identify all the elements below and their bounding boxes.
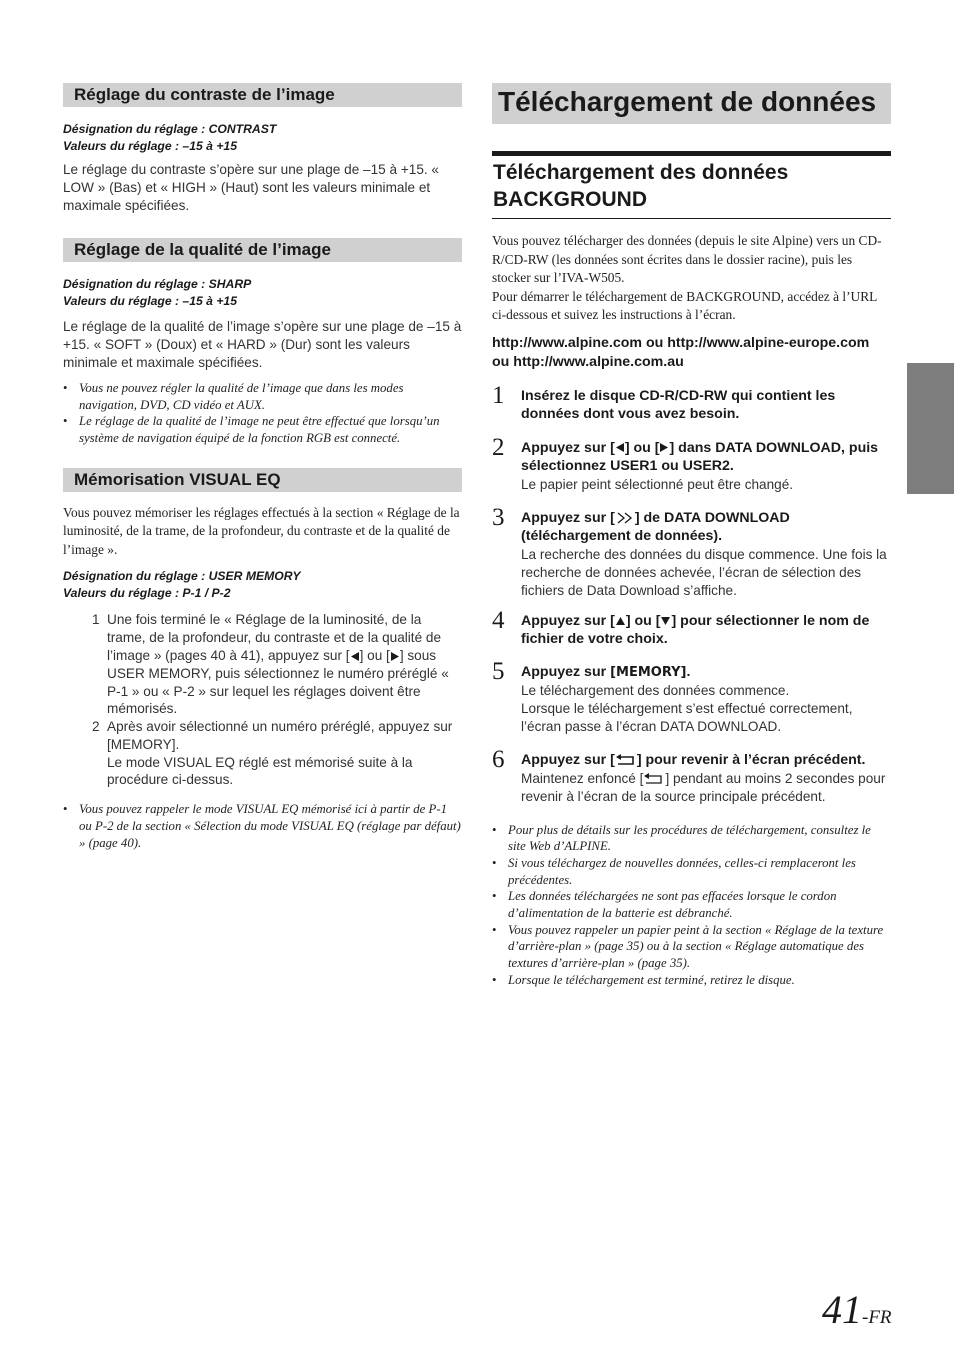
contrast-heading: Réglage du contraste de l’image xyxy=(63,83,462,107)
note-item: • Vous pouvez rappeler un papier peint à la section « Réglage de la texture d’arrière-plan » (page 35) ou à la section « Réglage automatique des textures d’arrière-plan » (page 35). xyxy=(492,922,884,971)
contrast-setting-values: Valeurs du réglage : –15 à +15 xyxy=(63,139,237,153)
memory-intro: Vous pouvez mémoriser les réglages effectués à la section « Réglage de la luminosité, de la trame, de la profondeur, du contraste et de la qualité de l’image ». xyxy=(63,504,460,557)
step-6: 6 Appuyez sur [ ] pour revenir à l’écran précédent. Maintenez enfoncé [ ] pendant au moins 2 secondes pour revenir à l’écran de la source principale précédent. xyxy=(492,746,886,804)
triangle-right-icon xyxy=(659,442,669,453)
return-icon xyxy=(615,754,637,766)
quality-body: Le réglage de la qualité de l’image s’opère sur une plage de –15 à +15. « SOFT » (Doux) et « HARD » (Dur) sont les valeurs minimale et maximale spécifiées. xyxy=(63,319,462,370)
triangle-right-icon xyxy=(390,651,400,662)
step-2: 2 Appuyez sur [ ] ou [ ] dans DATA DOWNLOAD, puis sélectionnez USER1 ou USER2. Le papier peint sélectionné peut être changé. xyxy=(492,433,879,492)
step-5: 5 Appuyez sur [MEMORY]. Le téléchargement des données commence. Lorsque le téléchargement s’est effectué correctement, l’écran passe à l’écran DATA DOWNLOAD. xyxy=(492,657,853,734)
step-1: 1 Insérez le disque CD-R/CD-RW qui contient les données dont vous avez besoin. xyxy=(492,381,836,422)
contrast-setting-name: Désignation du réglage : CONTRAST xyxy=(63,122,277,136)
triangle-left-icon xyxy=(350,651,360,662)
triangle-left-icon xyxy=(615,442,625,453)
note-item: • Pour plus de détails sur les procédures de téléchargement, consultez le site Web d’ALPINE. xyxy=(492,822,871,854)
page-title: Téléchargement de données xyxy=(492,83,891,124)
memory-heading: Mémorisation VISUAL EQ xyxy=(63,468,462,492)
note-item: • Lorsque le téléchargement est terminé, retirez le disque. xyxy=(492,972,795,987)
intro-paragraph-2: Pour démarrer le téléchargement de BACKGROUND, accédez à l’URL ci-dessous et suivez les instructions à l’écran. xyxy=(492,288,877,322)
url-line-2: ou http://www.alpine.com.au xyxy=(492,353,684,370)
fast-forward-icon xyxy=(615,512,635,524)
memory-setting-values: Valeurs du réglage : P-1 / P-2 xyxy=(63,586,231,601)
memory-steps xyxy=(63,611,462,789)
right-column xyxy=(492,83,891,989)
note-item: • Si vous téléchargez de nouvelles données, celles-ci remplaceront les précédentes. xyxy=(492,855,856,887)
note-item: • Les données téléchargées ne sont pas effacées lorsque le cordon d’alimentation de la batterie est débranché. xyxy=(492,889,837,921)
left-column xyxy=(63,83,462,851)
return-icon xyxy=(643,773,665,785)
memory-notes xyxy=(63,801,462,851)
memory-setting-name: Désignation du réglage : USER MEMORY xyxy=(63,569,301,584)
memory-step-2: 2 Après avoir sélectionné un numéro préréglé, appuyez sur [MEMORY]. Le mode VISUAL EQ réglé est mémorisé suite à la procédure ci-dessus. xyxy=(92,719,453,788)
quality-setting-name: Désignation du réglage : SHARP xyxy=(63,277,252,291)
step-4: 4 Appuyez sur [ ] ou [ ] pour sélectionner le nom de fichier de votre choix. xyxy=(492,606,870,647)
chapter-tab xyxy=(907,363,954,494)
triangle-up-icon xyxy=(615,616,626,626)
triangle-down-icon xyxy=(660,616,671,626)
quality-setting-values: Valeurs du réglage : –15 à +15 xyxy=(63,294,237,308)
page-number: 41-FR xyxy=(822,1287,892,1332)
memory-key: [MEMORY] xyxy=(610,664,687,680)
memory-step-1: 1 Une fois terminé le « Réglage de la luminosité, de la trame, de la profondeur, du contraste et de la qualité de l’image » (pages 40 à 41), appuyez sur [ ] ou [ ] sous USER MEMORY, puis sélectionnez le numéro préréglé « P-1 » ou « P-2 » sur lequel les réglages doivent être mémorisés. xyxy=(92,612,449,717)
url-line-1: http://www.alpine.com ou http://www.alpine-europe.com xyxy=(492,334,870,351)
note-item: • Le réglage de la qualité de l’image ne peut être effectué que lorsqu’un système de navigation équipé de la fonction RGB est connecté. xyxy=(63,414,440,446)
quality-notes xyxy=(63,380,462,447)
note-item: • Vous ne pouvez régler la qualité de l’image que dans les modes navigation, DVD, CD vidéo et AUX. xyxy=(63,381,404,412)
step-3: 3 Appuyez sur [ ] de DATA DOWNLOAD (téléchargement de données). La recherche des données du disque commence. Une fois la recherche de données achevée, l’écran de sélection des fichiers de Data Download s’affiche. xyxy=(492,503,887,598)
contrast-body: Le réglage du contraste s’opère sur une plage de –15 à +15. « LOW » (Bas) et « HIGH » (Haut) sont les valeurs minimale et maximale spécifiées. xyxy=(63,162,439,213)
note-item: • Vous pouvez rappeler le mode VISUAL EQ mémorisé ici à partir de P-1 ou P-2 de la section « Sélection du mode VISUAL EQ (réglage par défaut) » (page 40). xyxy=(63,802,461,850)
download-notes xyxy=(492,822,891,989)
section-title: Téléchargement des données BACKGROUND xyxy=(492,151,891,219)
quality-heading: Réglage de la qualité de l’image xyxy=(63,238,462,262)
intro-paragraph-1: Vous pouvez télécharger des données (depuis le site Alpine) vers un CD-R/CD-RW (les données sont écrites dans le dossier racine), puis les stocker sur l’IVA-W505. xyxy=(492,233,882,285)
